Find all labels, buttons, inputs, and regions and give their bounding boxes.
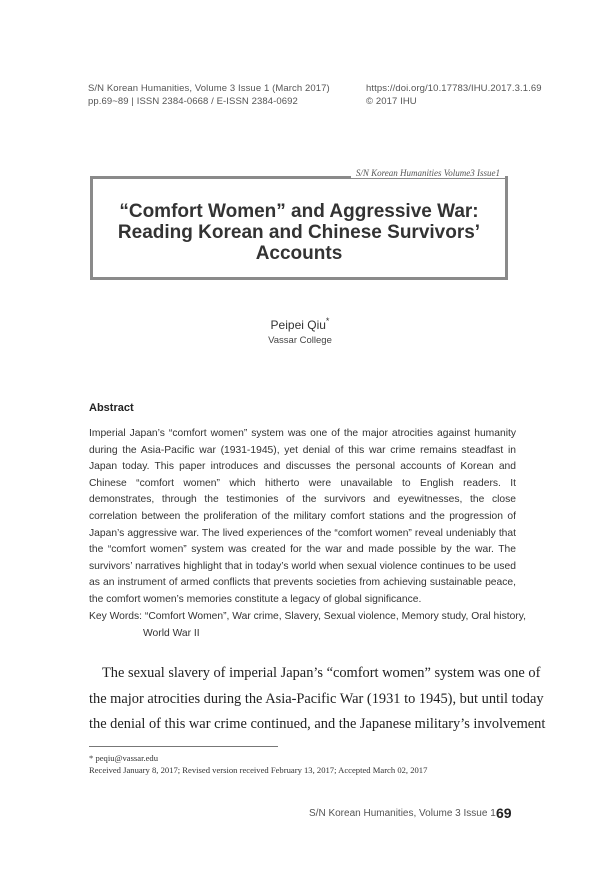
author-affiliation: Vassar College <box>268 335 332 346</box>
page-footer-journal: S/N Korean Humanities, Volume 3 Issue 1 <box>309 808 496 819</box>
title-line: “Comfort Women” and Aggressive War: <box>119 201 479 222</box>
copyright-line: © 2017 IHU <box>366 96 417 107</box>
keywords-label: Key Words: <box>89 611 143 622</box>
footnote-dates: Received January 8, 2017; Revised version received February 13, 2017; Accepted March 02, 2017 <box>89 765 428 775</box>
doi-link[interactable]: https://doi.org/10.17783/IHU.2017.3.1.69 <box>366 83 542 94</box>
keywords-list-continued: World War II <box>143 627 200 639</box>
body-line: The sexual slavery of imperial Japan’s “comfort women” system was one of <box>102 665 541 681</box>
keywords <box>89 609 526 642</box>
footnote-email: * peqiu@vassar.edu <box>89 753 159 763</box>
issn-line: pp.69~89 | ISSN 2384-0668 / E-ISSN 2384-0692 <box>88 96 298 107</box>
running-header-right <box>366 82 542 108</box>
keywords-row <box>89 609 526 626</box>
title-line: Accounts <box>255 243 343 264</box>
abstract-body: Imperial Japan’s “comfort women” system was one of the major atrocities against humanity during the Asia-Pacific war (1931-1945), yet denial of this war crime remains steadfast in Japan today. This paper introduces and discusses the personal accounts of Korean and Chinese “comfort women” which hitherto were unavailable to English readers. It demonstrates, through the testimonies of the survivors and eyewitnesses, the close correlation between the proliferation of the military comfort stations and the progression of Japan’s aggressive war. The lived experiences of the “comfort women” reveal undeniably that the “comfort women” system was created for the war and made possible by the war. The survivors’ narratives highlight that in today’s world when sexual violence continues to be used as an instrument of armed conflicts that prevents societies from achieving sustainable peace, the comfort women’s memories constitute a legacy of global significance. <box>89 428 516 605</box>
footnote-divider <box>89 746 278 747</box>
title-line: Reading Korean and Chinese Survivors’ <box>117 222 481 243</box>
abstract-heading: Abstract <box>89 402 134 414</box>
body-paragraph <box>89 661 546 738</box>
page-number: 69 <box>496 805 512 821</box>
title-box-label: S/N Korean Humanities Volume3 Issue1 <box>351 168 505 178</box>
article-title <box>93 201 505 264</box>
footnotes <box>89 752 427 776</box>
author-footnote-mark[interactable]: * <box>325 316 330 326</box>
running-header-left <box>88 82 330 108</box>
title-box <box>90 168 508 280</box>
keywords-list: “Comfort Women”, War crime, Slavery, Sexual violence, Memory study, Oral history, <box>144 611 526 622</box>
body-line: the denial of this war crime continued, and the Japanese military’s involvement <box>89 716 546 733</box>
body-line: the major atrocities during the Asia-Pacific War (1931 to 1945), but until today <box>89 690 544 707</box>
author-name <box>0 316 600 332</box>
author-name-text: Peipei Qiu <box>270 318 326 332</box>
journal-citation: S/N Korean Humanities, Volume 3 Issue 1 (March 2017) <box>88 83 330 94</box>
